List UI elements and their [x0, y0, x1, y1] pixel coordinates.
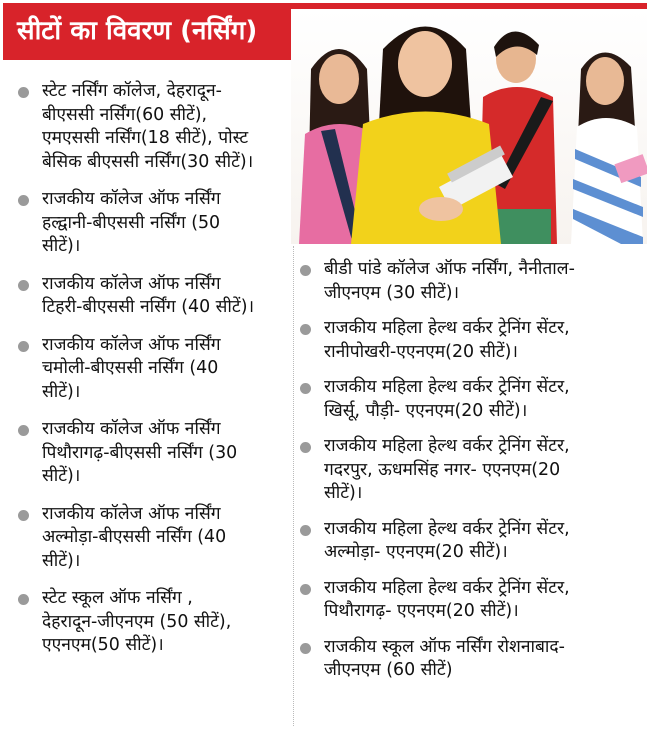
bullet-icon	[18, 425, 29, 436]
list-item: राजकीय महिला हेल्थ वर्कर ट्रेनिंग सेंटर, गदरपुर, ऊधमसिंह नगर- एएनएम(20 सीटें)।	[298, 435, 643, 506]
list-item: राजकीय महिला हेल्थ वर्कर ट्रेनिंग सेंटर, अल्मोड़ा- एएनएम(20 सीटें)।	[298, 518, 643, 565]
list-item: राजकीय महिला हेल्थ वर्कर ट्रेनिंग सेंटर, खिर्सू, पौड़ी- एएनएम(20 सीटें)।	[298, 376, 643, 423]
list-item: राजकीय महिला हेल्थ वर्कर ट्रेनिंग सेंटर, रानीपोखरी-एएनएम(20 सीटें)।	[298, 317, 643, 364]
bullet-icon	[300, 265, 311, 276]
bullet-icon	[300, 584, 311, 595]
bullet-icon	[18, 510, 29, 521]
list-item: राजकीय कॉलेज ऑफ नर्सिंग हल्द्वानी-बीएससी नर्सिंग (50 सीटें)।	[16, 188, 291, 259]
bullet-icon	[18, 341, 29, 352]
list-item: बीडी पांडे कॉलेज ऑफ नर्सिंग, नैनीताल- जीएनएम (30 सीटें)।	[298, 258, 643, 305]
student-center-girl	[351, 27, 513, 245]
students-illustration	[291, 9, 647, 244]
list-item: राजकीय महिला हेल्थ वर्कर ट्रेनिंग सेंटर, पिथौरागढ़- एएनएम(20 सीटें)।	[298, 577, 643, 624]
list-item: स्टेट स्कूल ऑफ नर्सिंग , देहरादून-जीएनएम (50 सीटें), एएनएम(50 सीटें)।	[16, 587, 291, 658]
bullet-icon	[18, 87, 29, 98]
list-item: राजकीय कॉलेज ऑफ नर्सिंग अल्मोड़ा-बीएससी नर्सिंग (40 सीटें)।	[16, 503, 291, 574]
bullet-icon	[300, 324, 311, 335]
bullet-icon	[300, 643, 311, 654]
bullet-icon	[18, 280, 29, 291]
bullet-icon	[300, 442, 311, 453]
section-title: सीटों का विवरण (नर्सिंग)	[3, 3, 295, 60]
list-item: राजकीय स्कूल ऑफ नर्सिंग रोशनाबाद- जीएनएम (60 सीटें)	[298, 636, 643, 683]
bullet-icon	[300, 525, 311, 536]
bullet-icon	[300, 383, 311, 394]
column-divider	[293, 246, 295, 726]
left-seat-list	[16, 80, 291, 672]
bullet-icon	[18, 195, 29, 206]
list-item: राजकीय कॉलेज ऑफ नर्सिंग पिथौरागढ़-बीएससी नर्सिंग (30 सीटें)।	[16, 418, 291, 489]
list-item: राजकीय कॉलेज ऑफ नर्सिंग चमोली-बीएससी नर्सिंग (40 सीटें)।	[16, 334, 291, 405]
list-item: राजकीय कॉलेज ऑफ नर्सिंग टिहरी-बीएससी नर्सिंग (40 सीटें)।	[16, 273, 291, 320]
bullet-icon	[18, 594, 29, 605]
students-photo	[291, 9, 647, 244]
student-right-girl	[571, 52, 647, 244]
right-seat-list	[298, 258, 643, 695]
list-item: स्टेट नर्सिंग कॉलेज, देहरादून- बीएससी नर्सिंग(60 सीटें), एमएससी नर्सिंग(18 सीटें), पोस्ट बेसिक बीएससी नर्सिंग(30 सीटें)।	[16, 80, 291, 174]
